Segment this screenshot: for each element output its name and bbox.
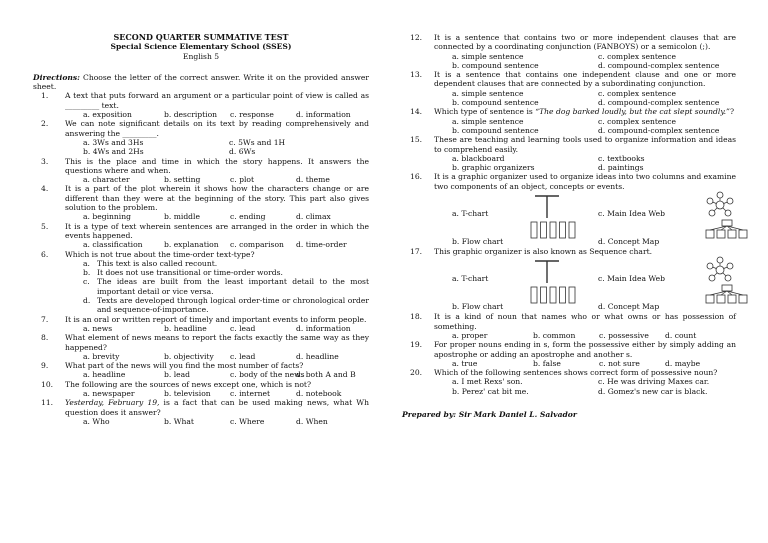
answer-option: c. complex sentence	[598, 88, 677, 98]
answer-option	[83, 277, 369, 296]
answer-options	[65, 110, 369, 119]
prepared-by: Prepared by: Sir Mark Daniel L. Salvador	[402, 410, 577, 420]
answer-options-row	[434, 209, 748, 218]
question-stem-italic: Yesterday, February 19,	[65, 398, 160, 408]
answer-option: c. plot	[230, 175, 254, 185]
answer-option-letter: a.	[83, 258, 90, 268]
question-stem-text: A text that puts forward an argument or a particular point of view is called as _________ text.	[65, 91, 369, 110]
answer-option: c. ending	[230, 212, 266, 222]
question-stem-text: What part of the news will you find the most number of facts?	[65, 361, 304, 371]
answer-option-letter: b.	[83, 268, 91, 278]
answer-option: a. proper	[452, 330, 488, 340]
answer-option: b. description	[164, 110, 218, 120]
flow-chart-icon	[530, 286, 578, 304]
question-stem	[65, 361, 369, 370]
question-number: 14.	[410, 107, 423, 117]
answer-option: c. Where	[230, 416, 265, 426]
question-stem-text: It is a type of text wherein sentences are arranged in the order in which the events happened.	[65, 221, 369, 240]
answer-option: b. graphic organizers	[452, 163, 535, 173]
answer-option: d. compound-complex sentence	[598, 125, 720, 135]
question-item	[33, 91, 369, 119]
answer-option: b. explanation	[164, 240, 219, 250]
graphic-organizer-options	[434, 256, 736, 312]
question-item	[402, 33, 736, 70]
question-number: 13.	[410, 70, 423, 80]
question-number: 12.	[410, 33, 423, 42]
question-item	[33, 119, 369, 156]
answer-option: a. true	[452, 358, 478, 368]
answer-options	[434, 331, 736, 340]
answer-option: b. compound sentence	[452, 125, 539, 135]
answer-option: d. time-order	[296, 240, 347, 250]
header	[33, 33, 369, 61]
answer-options	[65, 240, 369, 249]
answer-options	[434, 359, 736, 368]
question-item	[33, 333, 369, 361]
question-stem-text: Which type of sentence is	[434, 107, 536, 117]
answer-option: b. Flow chart	[452, 302, 504, 312]
answer-option: b. middle	[164, 212, 200, 222]
answer-option-text: This text is also called recount.	[97, 258, 218, 268]
question-stem-text: For proper nouns ending in s, form the possessive either by simply adding an apostrophe or adding an apostrophe and another s.	[434, 340, 736, 359]
question-number: 11.	[41, 398, 54, 408]
answer-option: d. both A and B	[296, 370, 356, 380]
answer-options-row	[434, 237, 748, 246]
question-stem-text: It is an oral or written report of timely and important events to inform people.	[65, 314, 367, 324]
question-item	[33, 250, 369, 315]
answer-option: d. theme	[296, 175, 330, 185]
answer-option: c. Main Idea Web	[598, 209, 665, 219]
main-idea-web-icon	[706, 191, 734, 219]
question-stem	[65, 380, 369, 389]
question-number: 2.	[41, 119, 49, 129]
question-item	[33, 222, 369, 250]
answer-option: a. brevity	[83, 351, 120, 361]
answer-options	[65, 352, 369, 361]
answer-option: d. Concept Map	[598, 302, 660, 312]
answer-option: d. Concept Map	[598, 237, 660, 247]
answer-options	[65, 370, 369, 379]
answer-option: b. common	[533, 330, 576, 340]
answer-option: a. simple sentence	[452, 116, 524, 126]
answer-option: b. 4Ws and 2Hs	[83, 147, 144, 157]
answer-option: b. What	[164, 416, 194, 426]
answer-option: a. character	[83, 175, 130, 185]
answer-option: d. 6Ws	[229, 147, 256, 157]
right-questions	[402, 33, 736, 396]
answer-options	[434, 154, 736, 173]
answer-option: a. classification	[83, 240, 143, 250]
question-stem	[65, 184, 369, 212]
answer-option: b. setting	[164, 175, 201, 185]
answer-option: a. simple sentence	[452, 88, 524, 98]
question-stem	[65, 91, 369, 110]
answer-option: a. T-chart	[452, 209, 489, 219]
question-item	[402, 340, 736, 368]
answer-option: a. 3Ws and 3Hs	[83, 137, 144, 147]
answer-option: a. news	[83, 323, 113, 333]
question-item	[402, 70, 736, 107]
left-column	[33, 33, 369, 426]
answer-option: a. exposition	[83, 110, 132, 120]
question-stem	[65, 333, 369, 352]
answer-option: c. not sure	[599, 358, 640, 368]
question-stem-text: Which of the following sentences shows correct form of possessive noun?	[434, 368, 718, 378]
question-number: 19.	[410, 340, 423, 350]
right-column	[402, 33, 736, 419]
question-stem-text: Which is not true about the time-order text-type?	[65, 249, 255, 259]
answer-option: d. paintings	[598, 163, 644, 173]
question-stem-tail: ?	[729, 107, 735, 117]
question-stem-text: It is a kind of noun that names who or what owns or has possession of something.	[434, 312, 736, 331]
answer-option: d. maybe	[665, 358, 701, 368]
answer-option: a. I met Rexs' son.	[452, 377, 523, 387]
question-stem	[434, 33, 736, 52]
question-stem-text: It is a sentence that contains one independent clause and one or more dependent clauses that are connected by a subordinating conjunction.	[434, 70, 736, 89]
answer-options	[65, 259, 369, 315]
question-number: 7.	[41, 314, 49, 324]
directions	[33, 73, 369, 92]
answer-option: d. information	[296, 110, 351, 120]
question-item	[402, 172, 736, 247]
answer-option: c. response	[230, 110, 274, 120]
answer-option: c. textbooks	[598, 153, 645, 163]
answer-option: a. Who	[83, 416, 110, 426]
answer-option	[83, 296, 369, 315]
question-item	[33, 184, 369, 221]
left-questions	[33, 91, 369, 426]
question-number: 6.	[41, 249, 49, 259]
question-stem	[65, 222, 369, 241]
question-stem-text: We can note significant details on its text by reading comprehensively and answering the _________.	[65, 119, 369, 138]
question-stem-text: This is the place and time in which the story happens. It answers the questions where and when.	[65, 156, 369, 175]
answer-option: a. blackboard	[452, 153, 505, 163]
answer-option: c. internet	[230, 388, 271, 398]
question-item	[33, 361, 369, 380]
question-stem	[434, 70, 736, 89]
answer-option: c. lead	[230, 323, 256, 333]
graphic-organizer-options	[434, 191, 736, 247]
question-number: 3.	[41, 156, 49, 166]
answer-option: d. notebook	[296, 388, 342, 398]
question-stem	[434, 172, 736, 191]
answer-option: d. When	[296, 416, 328, 426]
question-stem-text: is a fact that can be used making news, what Wh question does it answer?	[65, 398, 369, 417]
t-chart-icon	[534, 193, 560, 219]
question-item	[33, 157, 369, 185]
answer-option: b. objectivity	[164, 351, 214, 361]
answer-option: c. Main Idea Web	[598, 274, 665, 284]
answer-option: b. television	[164, 388, 211, 398]
answer-option-text: Texts are developed through logical order-time or chronological order and sequence-of-importance.	[97, 296, 369, 315]
answer-option: b. compound sentence	[452, 98, 539, 108]
answer-option: b. Perez' cat bit me.	[452, 386, 529, 396]
question-stem	[65, 315, 369, 324]
school-name: Special Science Elementary School (SSES)	[110, 42, 292, 52]
question-number: 10.	[41, 379, 54, 389]
question-number: 5.	[41, 221, 49, 231]
answer-options-row	[434, 302, 748, 311]
answer-option-letter: d.	[83, 296, 91, 306]
answer-option: b. false	[533, 358, 561, 368]
answer-option: b. compound sentence	[452, 60, 539, 70]
question-item	[33, 398, 369, 426]
question-item	[402, 312, 736, 340]
question-item	[33, 380, 369, 399]
answer-options	[434, 52, 736, 71]
question-stem	[434, 135, 736, 154]
answer-options	[65, 138, 369, 157]
answer-option: d. headline	[296, 351, 339, 361]
answer-option: b. lead	[164, 370, 190, 380]
subject: English 5	[182, 51, 220, 61]
answer-options	[65, 212, 369, 221]
question-stem-text: The following are the sources of news except one, which is not?	[65, 379, 312, 389]
answer-option: a. newspaper	[83, 388, 135, 398]
answer-options-row	[434, 274, 748, 283]
question-item	[402, 247, 736, 312]
question-item	[402, 135, 736, 172]
question-stem-text: It is a graphic organizer used to organize ideas into two columns and examine two components of an object, concepts or events.	[434, 172, 736, 191]
question-number: 16.	[410, 172, 423, 182]
question-item	[402, 368, 736, 396]
answer-option: c. possessive	[599, 330, 649, 340]
question-stem	[65, 119, 369, 138]
question-stem	[65, 250, 369, 259]
question-stem	[434, 107, 736, 116]
answer-options	[434, 117, 736, 136]
question-number: 8.	[41, 333, 49, 343]
question-number: 15.	[410, 135, 423, 145]
answer-option	[83, 259, 369, 268]
answer-option: c. comparison	[230, 240, 284, 250]
answer-option: b. headline	[164, 323, 207, 333]
question-number: 17.	[410, 247, 423, 257]
answer-options	[65, 389, 369, 398]
answer-options	[434, 89, 736, 108]
answer-option: d. compound-complex sentence	[598, 60, 720, 70]
flow-chart-icon	[530, 221, 578, 239]
test-title: SECOND QUARTER SUMMATIVE TEST	[113, 32, 289, 42]
question-item	[33, 315, 369, 334]
answer-option: c. lead	[230, 351, 256, 361]
answer-option: c. body of the news	[230, 370, 305, 380]
answer-options	[65, 175, 369, 184]
question-number: 9.	[41, 361, 49, 371]
question-stem	[434, 247, 736, 256]
answer-option: c. 5Ws and 1H	[229, 137, 286, 147]
answer-option: d. compound-complex sentence	[598, 98, 720, 108]
answer-options	[65, 324, 369, 333]
question-stem	[434, 312, 736, 331]
question-stem	[65, 398, 369, 417]
question-stem	[434, 340, 736, 359]
question-number: 4.	[41, 184, 49, 194]
concept-map-icon	[704, 284, 750, 304]
question-stem	[65, 157, 369, 176]
answer-option: a. beginning	[83, 212, 131, 222]
answer-options	[65, 417, 369, 426]
answer-option-text: The ideas are built from the least important detail to the most important detail or vice versa.	[97, 277, 369, 296]
answer-option: c. complex sentence	[598, 116, 677, 126]
question-stem-italic: “The dog barked loudly, but the cat slept soundly.”	[535, 107, 730, 117]
question-item	[402, 107, 736, 135]
directions-text: Choose the letter of the correct answer. Write it on the provided answer sheet.	[33, 72, 369, 92]
answer-option: d. count	[665, 330, 697, 340]
answer-option-letter: c.	[83, 277, 90, 287]
question-stem-text: What element of news means to report the facts exactly the same way as they happened?	[65, 333, 369, 352]
concept-map-icon	[704, 219, 750, 239]
answer-option: a. simple sentence	[452, 51, 524, 61]
question-stem-text: It is a sentence that contains two or more independent clauses that are connected by a coordinating conjunction (FANBOYS) or a semicolon (;).	[434, 33, 736, 52]
question-number: 20.	[410, 368, 423, 378]
answer-option: d. Gomez's new car is black.	[598, 386, 708, 396]
answer-option: c. complex sentence	[598, 51, 677, 61]
answer-option	[83, 268, 369, 277]
question-number: 1.	[41, 91, 49, 101]
directions-label: Directions:	[33, 72, 80, 82]
main-idea-web-icon	[706, 256, 734, 284]
question-stem-text: These are teaching and learning tools used to organize information and ideas to comprehend easily.	[434, 135, 736, 154]
answer-option-text: It does not use transitional or time-order words.	[97, 268, 283, 278]
question-stem-text: This graphic organizer is also known as Sequence chart.	[434, 247, 653, 257]
answer-option: c. He was driving Maxes car.	[598, 377, 710, 387]
answer-option: a. headline	[83, 370, 126, 380]
answer-options	[434, 377, 736, 396]
t-chart-icon	[534, 258, 560, 284]
answer-option: b. Flow chart	[452, 237, 504, 247]
question-stem	[434, 368, 736, 377]
answer-option: d. climax	[296, 212, 331, 222]
question-number: 18.	[410, 312, 423, 322]
answer-option: a. T-chart	[452, 274, 489, 284]
answer-option: d. information	[296, 323, 351, 333]
question-stem-text: It is a part of the plot wherein it shows how the characters change or are different than they were at the beginning of the story. This part also gives solution to the problem.	[65, 184, 369, 213]
